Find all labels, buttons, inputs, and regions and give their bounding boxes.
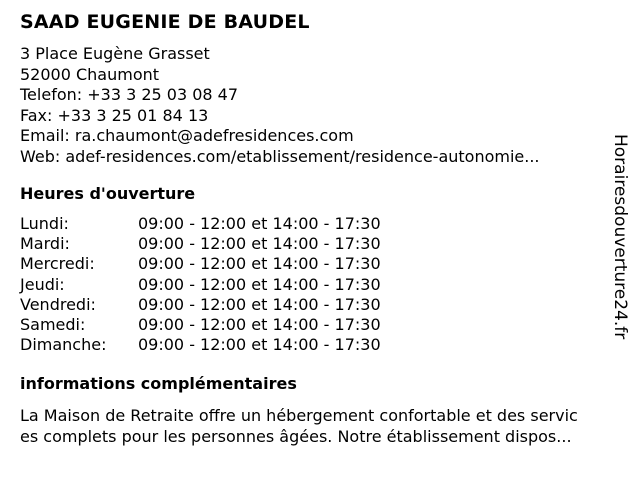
hours-row-saturday xyxy=(20,315,381,335)
hours-row-monday xyxy=(20,214,381,234)
info-line: La Maison de Retraite offre un hébergement confortable et des servic xyxy=(20,406,578,425)
hours-row-tuesday xyxy=(20,234,381,254)
page-title: SAAD EUGENIE DE BAUDEL xyxy=(20,11,310,33)
time-range: 09:00 - 12:00 et 14:00 - 17:30 xyxy=(138,274,381,294)
day-label: Jeudi: xyxy=(20,274,65,294)
day-label: Mercredi: xyxy=(20,254,95,274)
web-line: Web: adef-residences.com/etablissement/residence-autonomie... xyxy=(20,146,540,166)
day-label: Vendredi: xyxy=(20,294,96,314)
time-range: 09:00 - 12:00 et 14:00 - 17:30 xyxy=(138,234,381,254)
site-watermark: Horairesdouverture24.fr xyxy=(610,134,630,340)
hours-heading: Heures d'ouverture xyxy=(20,184,196,203)
hours-row-wednesday xyxy=(20,254,381,274)
info-line: es complets pour les personnes âgées. Notre établissement dispos... xyxy=(20,427,572,446)
info-heading: informations complémentaires xyxy=(20,374,297,393)
hours-row-friday xyxy=(20,295,381,315)
fax-line: Fax: +33 3 25 01 84 13 xyxy=(20,105,209,125)
hours-row-thursday xyxy=(20,275,381,295)
phone-line: Telefon: +33 3 25 03 08 47 xyxy=(20,85,239,104)
info-description xyxy=(20,405,620,447)
time-range: 09:00 - 12:00 et 14:00 - 17:30 xyxy=(138,254,381,274)
email-line: Email: ra.chaumont@adefresidences.com xyxy=(20,126,354,145)
hours-table xyxy=(20,214,381,355)
hours-row-sunday xyxy=(20,335,381,355)
time-range: 09:00 - 12:00 et 14:00 - 17:30 xyxy=(138,315,381,335)
address-city: 52000 Chaumont xyxy=(20,64,160,84)
time-range: 09:00 - 12:00 et 14:00 - 17:30 xyxy=(138,214,381,233)
address-street: 3 Place Eugène Grasset xyxy=(20,44,210,63)
time-range: 09:00 - 12:00 et 14:00 - 17:30 xyxy=(138,294,381,314)
day-label: Mardi: xyxy=(20,234,70,254)
time-range: 09:00 - 12:00 et 14:00 - 17:30 xyxy=(138,335,381,355)
day-label: Samedi: xyxy=(20,315,86,335)
contact-block xyxy=(20,44,540,167)
day-label: Dimanche: xyxy=(20,335,107,355)
day-label: Lundi: xyxy=(20,214,69,233)
